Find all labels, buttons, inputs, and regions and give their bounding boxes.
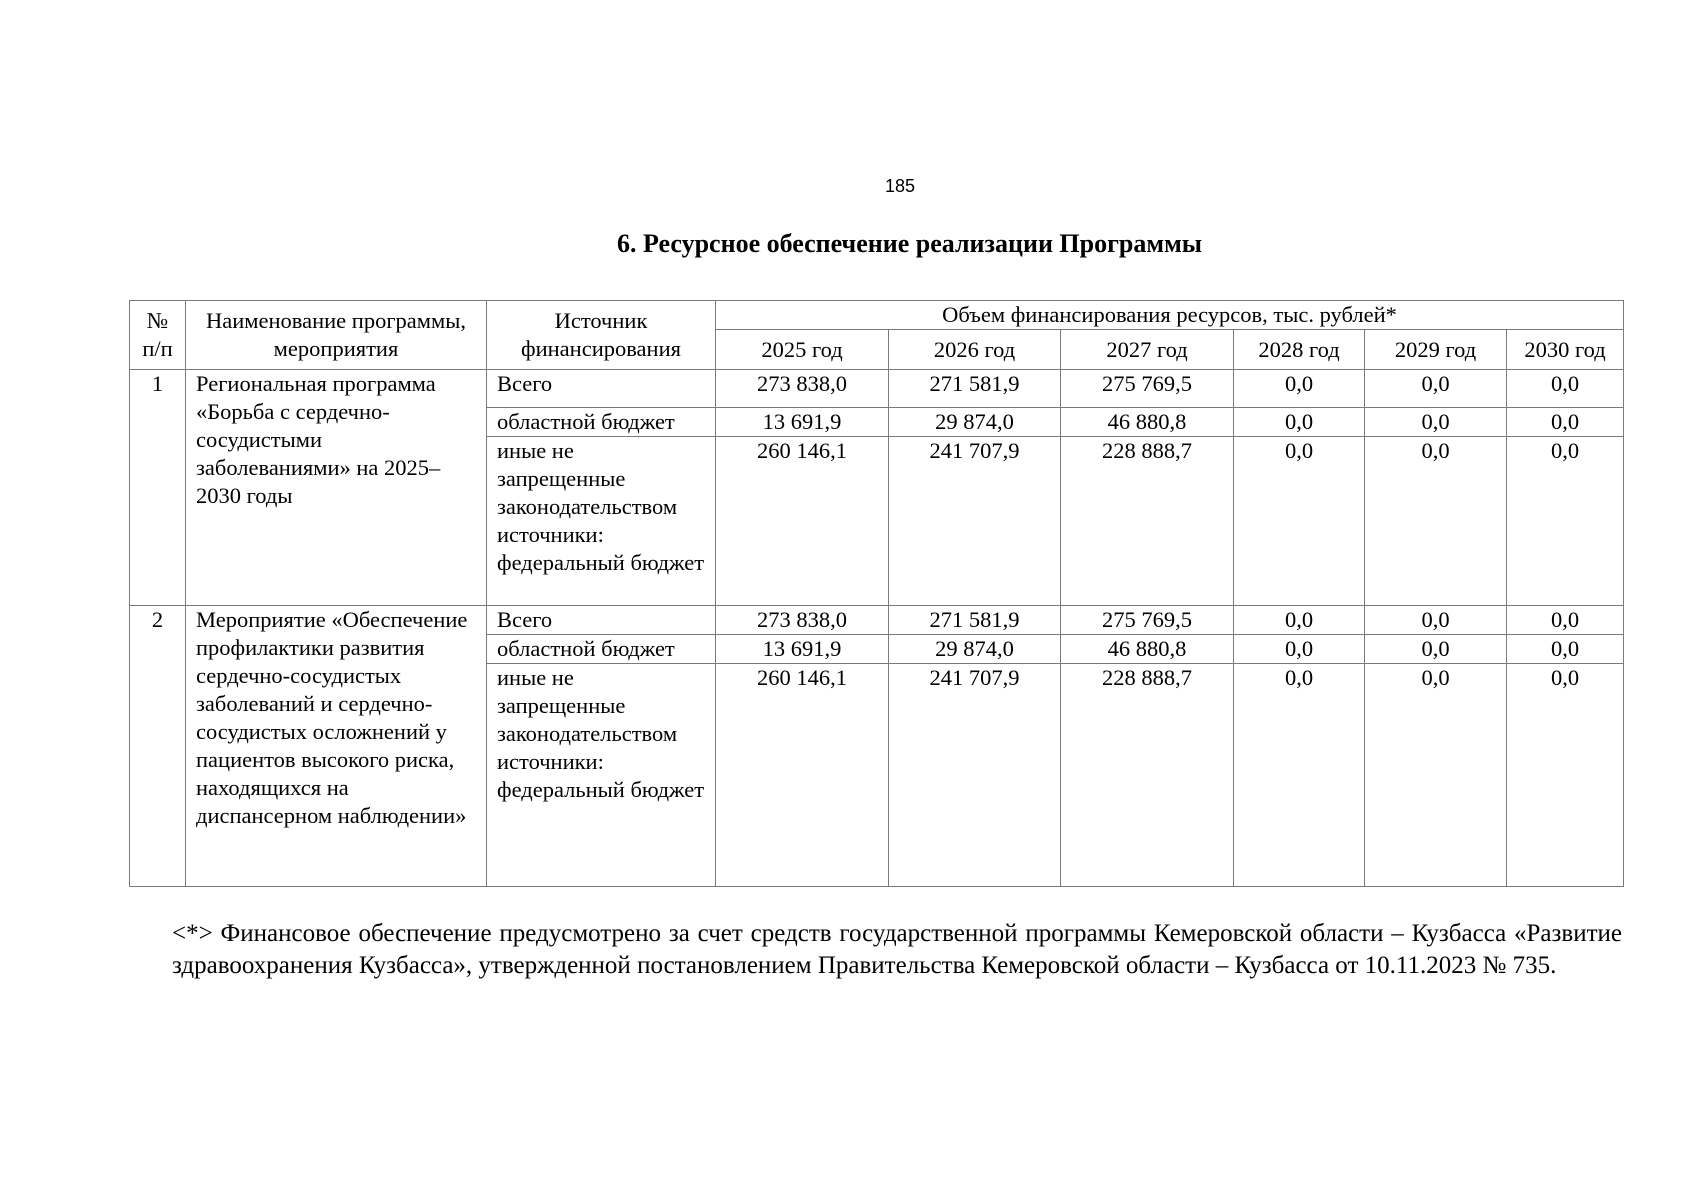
funding-source: областной бюджет — [487, 408, 716, 437]
value-cell: 0,0 — [1365, 606, 1507, 635]
value-cell: 228 888,7 — [1061, 664, 1234, 887]
row-number: 2 — [130, 606, 186, 887]
funding-source: Всего — [487, 606, 716, 635]
value-cell: 29 874,0 — [889, 635, 1061, 664]
funding-source: иные не запрещенные законодательством источники: федеральный бюджет — [487, 664, 716, 887]
header-year: 2030 год — [1507, 330, 1624, 370]
footnote: <*> Финансовое обеспечение предусмотрено за счет средств государственной программы Кемеровской области – Кузбасса «Развитие здравоохранения Кузбасса», утвержденной постановлением Правительства Кемеровской области – Кузбасса от 10.11.2023 № 735. — [172, 920, 1622, 979]
funding-source: Всего — [487, 370, 716, 408]
value-cell: 273 838,0 — [716, 370, 889, 408]
header-year: 2025 год — [716, 330, 889, 370]
value-cell: 0,0 — [1507, 437, 1624, 606]
header-year: 2026 год — [889, 330, 1061, 370]
value-cell: 0,0 — [1365, 370, 1507, 408]
value-cell: 271 581,9 — [889, 606, 1061, 635]
value-cell: 241 707,9 — [889, 437, 1061, 606]
header-row-1 — [130, 301, 1624, 330]
header-year: 2029 год — [1365, 330, 1507, 370]
value-cell: 0,0 — [1365, 664, 1507, 887]
table-row — [130, 606, 1624, 635]
value-cell: 273 838,0 — [716, 606, 889, 635]
header-num: № п/п — [130, 301, 186, 370]
value-cell: 0,0 — [1234, 370, 1365, 408]
value-cell: 275 769,5 — [1061, 370, 1234, 408]
value-cell: 0,0 — [1234, 437, 1365, 606]
value-cell: 46 880,8 — [1061, 635, 1234, 664]
value-cell: 0,0 — [1234, 664, 1365, 887]
financing-table — [129, 300, 1624, 887]
value-cell: 271 581,9 — [889, 370, 1061, 408]
value-cell: 13 691,9 — [716, 635, 889, 664]
value-cell: 0,0 — [1507, 664, 1624, 887]
value-cell: 275 769,5 — [1061, 606, 1234, 635]
header-name: Наименование программы, мероприятия — [186, 301, 487, 370]
value-cell: 0,0 — [1507, 606, 1624, 635]
header-year: 2028 год — [1234, 330, 1365, 370]
value-cell: 0,0 — [1507, 408, 1624, 437]
header-year: 2027 год — [1061, 330, 1234, 370]
value-cell: 241 707,9 — [889, 664, 1061, 887]
header-volume: Объем финансирования ресурсов, тыс. рублей* — [716, 301, 1624, 330]
value-cell: 0,0 — [1365, 408, 1507, 437]
table-row — [130, 370, 1624, 408]
value-cell: 0,0 — [1365, 437, 1507, 606]
value-cell: 260 146,1 — [716, 437, 889, 606]
value-cell: 0,0 — [1507, 635, 1624, 664]
funding-source: областной бюджет — [487, 635, 716, 664]
funding-source: иные не запрещенные законодательством источники: федеральный бюджет — [487, 437, 716, 606]
value-cell: 13 691,9 — [716, 408, 889, 437]
row-number: 1 — [130, 370, 186, 606]
value-cell: 0,0 — [1234, 635, 1365, 664]
value-cell: 46 880,8 — [1061, 408, 1234, 437]
program-name: Мероприятие «Обеспечение профилактики развития сердечно-сосудистых заболеваний и сердечно-сосудистых осложнений у пациентов высокого риска, находящихся на диспансерном наблюдении» — [186, 606, 487, 887]
program-name: Региональная программа «Борьба с сердечно-сосудистыми заболеваниями» на 2025–2030 годы — [186, 370, 487, 606]
value-cell: 0,0 — [1234, 606, 1365, 635]
value-cell: 0,0 — [1365, 635, 1507, 664]
page-number: 185 — [884, 176, 916, 196]
value-cell: 260 146,1 — [716, 664, 889, 887]
value-cell: 0,0 — [1234, 408, 1365, 437]
value-cell: 29 874,0 — [889, 408, 1061, 437]
section-title: 6. Ресурсное обеспечение реализации Программы — [617, 229, 1203, 258]
value-cell: 0,0 — [1507, 370, 1624, 408]
header-source: Источник финансирования — [487, 301, 716, 370]
value-cell: 228 888,7 — [1061, 437, 1234, 606]
